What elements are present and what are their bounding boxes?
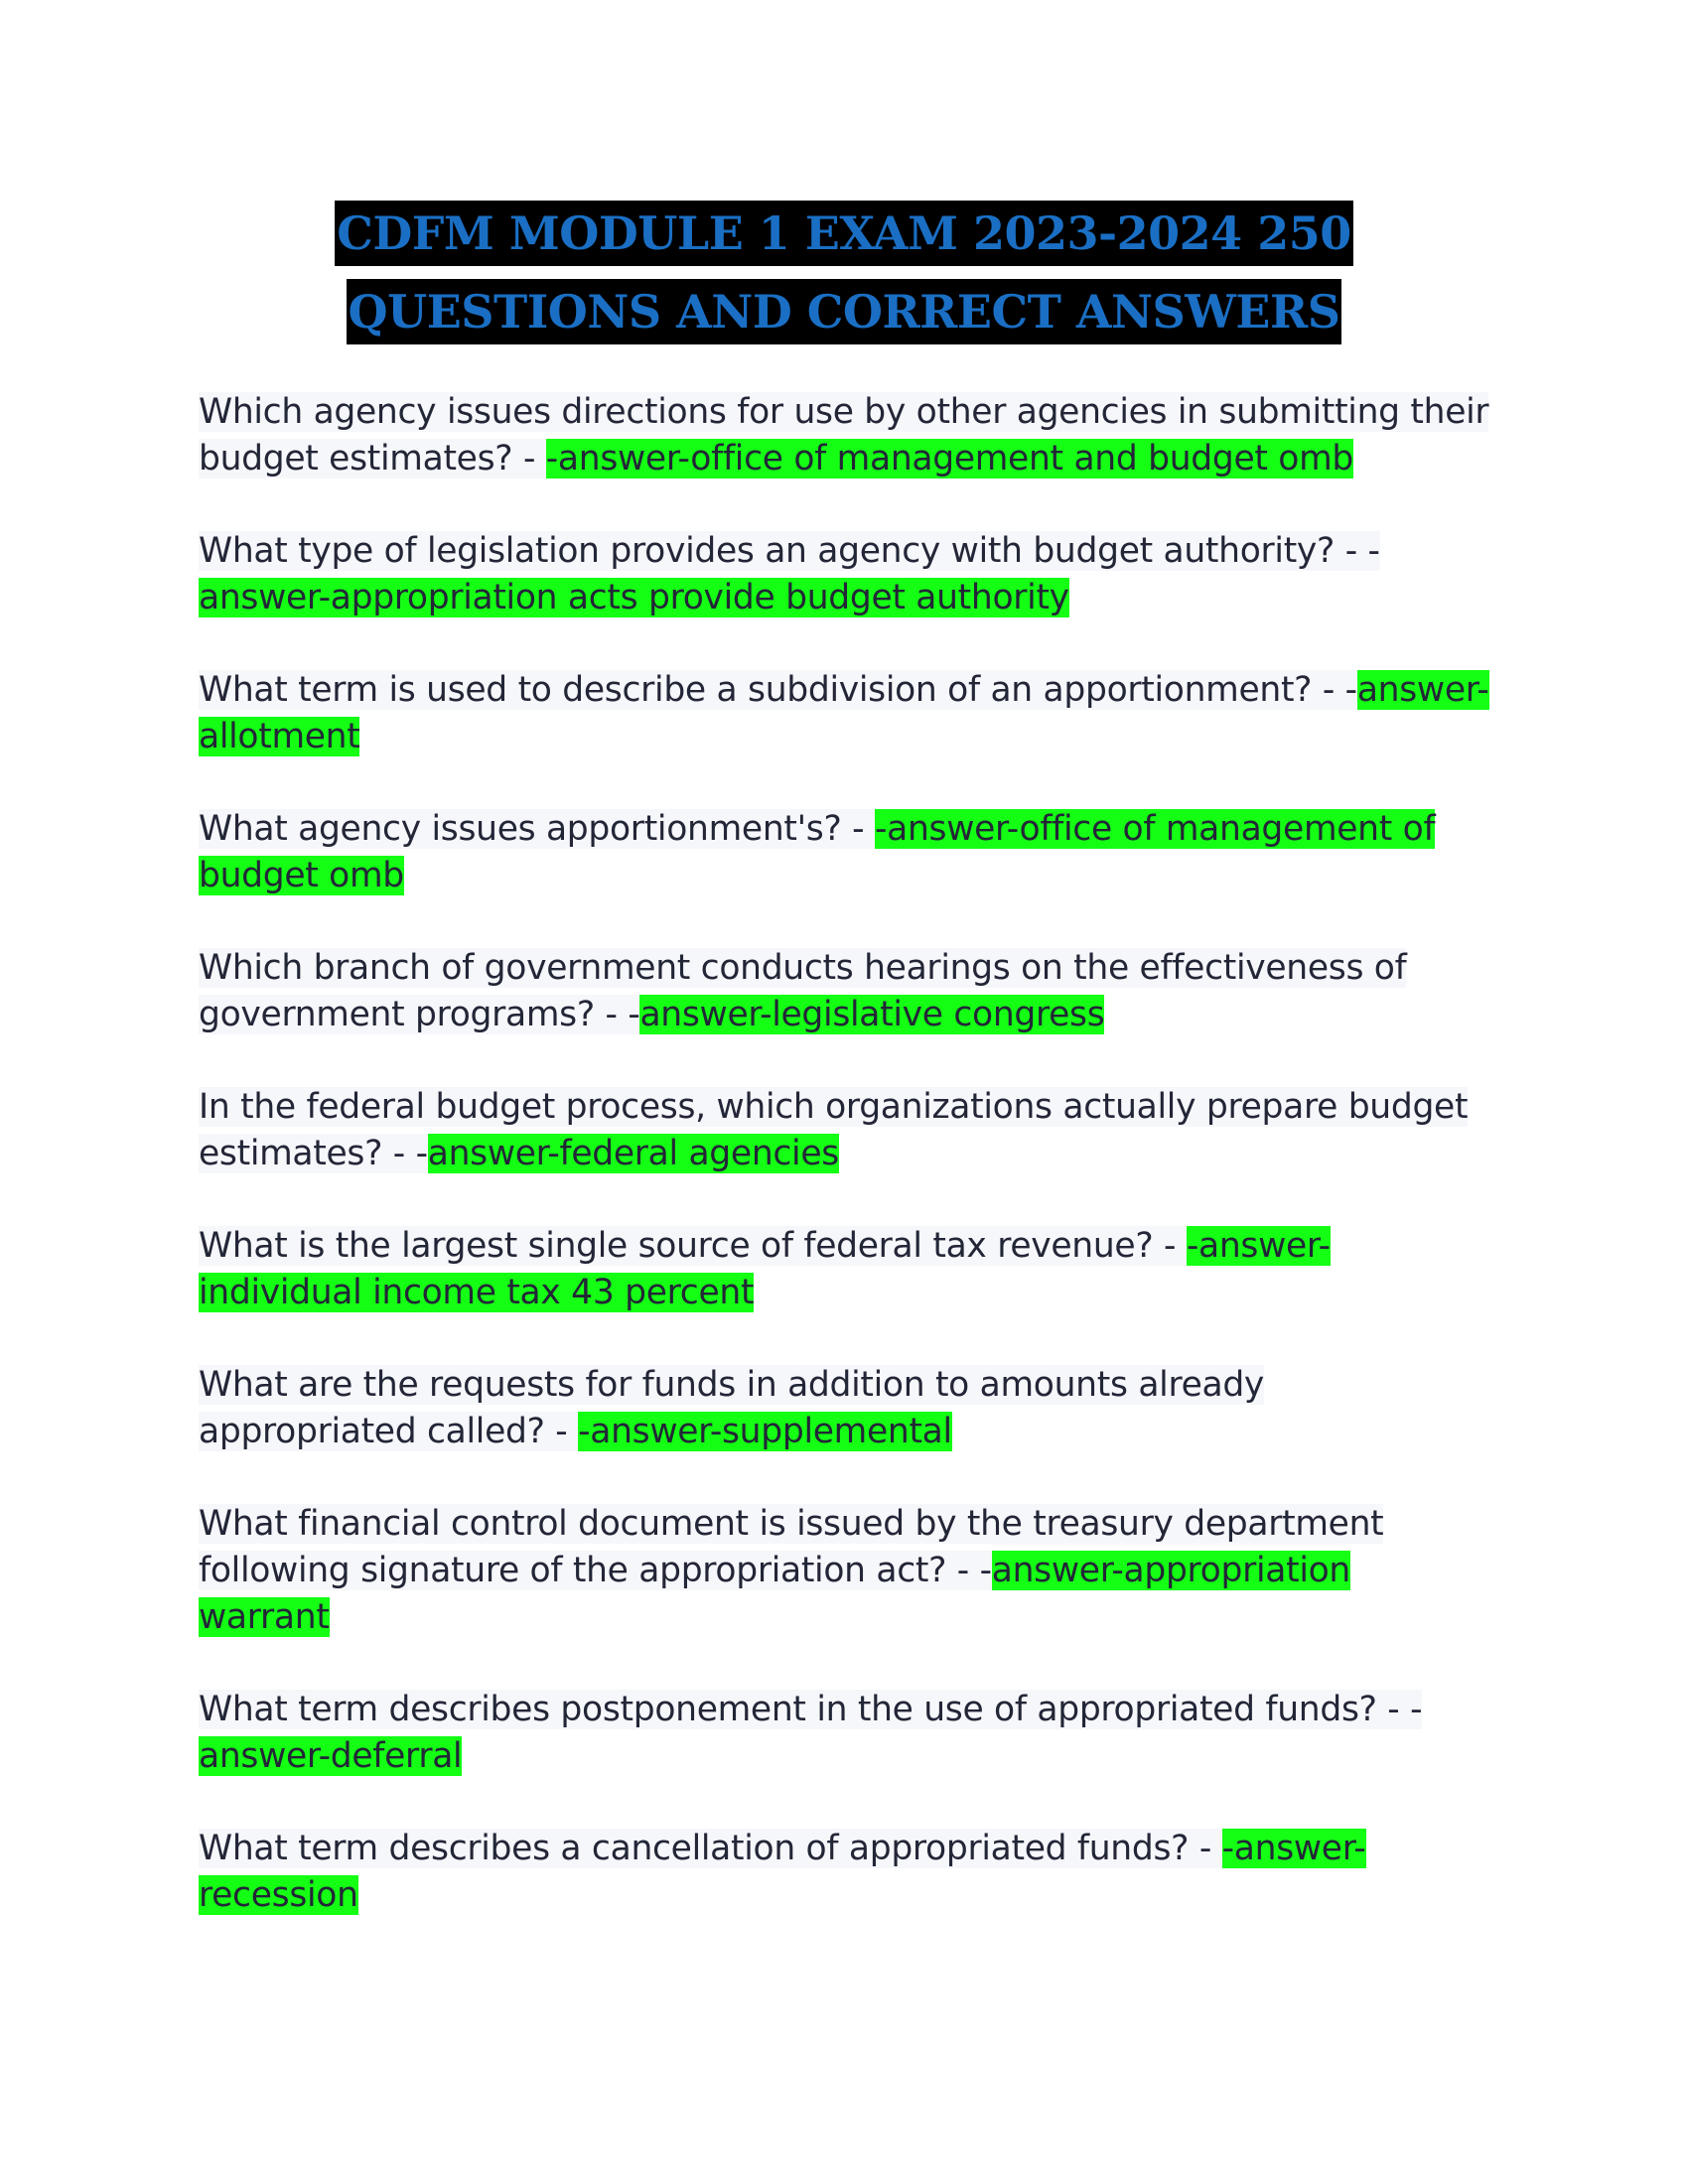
question-text: In the federal budget process, which organizations actually prepare budget estimates? - - <box>199 1087 1469 1173</box>
question-text: What term describes a cancellation of appropriated funds? - <box>199 1829 1222 1868</box>
qa-item-1 <box>199 389 1489 482</box>
question-text: What type of legislation provides an agency with budget authority? - - <box>199 531 1380 571</box>
qa-item-2 <box>199 528 1489 621</box>
qa-item-6 <box>199 1084 1489 1177</box>
answer-text: answer-allotment <box>199 670 1489 756</box>
question-text: What is the largest single source of federal tax revenue? - <box>199 1226 1187 1266</box>
answer-text: answer-deferral <box>199 1736 463 1776</box>
qa-item-3 <box>199 667 1489 760</box>
question-text: Which agency issues directions for use by other agencies in submitting their budget estimates? - <box>199 392 1489 478</box>
qa-item-10 <box>199 1687 1489 1780</box>
answer-text: -answer-office of management and budget omb <box>545 439 1354 478</box>
qa-item-7 <box>199 1223 1489 1316</box>
answer-text: answer-appropriation warrant <box>199 1551 1350 1637</box>
question-text: What term is used to describe a subdivision of an apportionment? - - <box>199 670 1357 710</box>
document-title <box>199 197 1489 353</box>
qa-item-11 <box>199 1826 1489 1919</box>
question-text: What term describes postponement in the use of appropriated funds? - - <box>199 1690 1423 1729</box>
answer-text: -answer-office of management of budget omb <box>199 809 1436 895</box>
answer-text: answer-appropriation acts provide budget authority <box>199 578 1069 617</box>
qa-item-5 <box>199 945 1489 1038</box>
question-text: What agency issues apportionment's? - <box>199 809 875 849</box>
answer-text: -answer-supplemental <box>578 1412 952 1451</box>
question-text: Which branch of government conducts hearings on the effectiveness of government programs? - - <box>199 948 1407 1034</box>
answer-text: answer-federal agencies <box>427 1134 839 1173</box>
document-page <box>199 197 1489 1965</box>
answer-text: answer-legislative congress <box>639 995 1105 1034</box>
answer-text: -answer-individual income tax 43 percent <box>199 1226 1331 1312</box>
qa-item-4 <box>199 806 1489 899</box>
question-text: What financial control document is issued by the treasury department following signature of the appropriation act? - - <box>199 1504 1384 1590</box>
question-text: What are the requests for funds in addition to amounts already appropriated called? - <box>199 1365 1265 1451</box>
qa-item-9 <box>199 1501 1489 1641</box>
document-title-text: CDFM MODULE 1 EXAM 2023-2024 250 QUESTIONS AND CORRECT ANSWERS <box>335 201 1352 344</box>
answer-text: -answer-recession <box>199 1829 1366 1915</box>
qa-item-8 <box>199 1362 1489 1455</box>
